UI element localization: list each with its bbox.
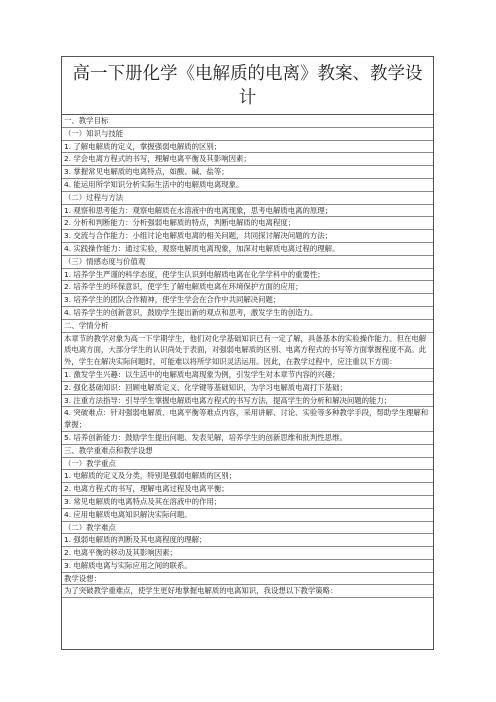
section-heading: 一、教学目标 <box>62 115 433 128</box>
list-item: 3. 培养学生的团队合作精神，使学生学会在合作中共同解决问题； <box>62 294 433 307</box>
list-item: 4. 实践操作能力：通过实验，观察电解质电离现象，加深对电解质电离过程的理解。 <box>62 243 433 256</box>
list-item: 2. 电离方程式的书写，理解电离过程及电离平衡； <box>62 483 433 496</box>
subsection-heading: （二）过程与方法 <box>62 192 433 205</box>
list-item: 2. 培养学生的环保意识，使学生了解电解质电离在环境保护方面的应用； <box>62 281 433 294</box>
list-item: 4. 应用电解质电离知识解决实际问题。 <box>62 509 433 522</box>
section-heading: 二、学情分析 <box>62 320 433 333</box>
list-item: 3. 交流与合作能力：小组讨论电解质电离的相关问题，共同探讨解决问题的方法； <box>62 230 433 243</box>
list-item: 1. 电解质的定义及分类，特别是强弱电解质的区别； <box>62 470 433 483</box>
list-item: 5. 培养创新能力：鼓励学生提出问题、发表见解，培养学生的创新思维和批判性思维。 <box>62 432 433 445</box>
list-item: 1. 培养学生严谨的科学态度，使学生认识到电解质电离在化学学科中的重要性； <box>62 269 433 282</box>
list-item: 3. 电解质电离与实际应用之间的联系。 <box>62 560 433 573</box>
section-heading: 三、教学重难点和教学设想 <box>62 445 433 458</box>
list-item: 4. 突破难点：针对强弱电解质、电离平衡等难点内容，采用讲解、讨论、实验等多种教学手段，帮助学生理解和掌握； <box>62 407 433 432</box>
subsection-heading: （二）教学难点 <box>62 522 433 535</box>
paragraph-label: 教学设想： <box>62 573 433 586</box>
document-title: 高一下册化学《电解质的电离》教案、教学设计 <box>62 57 433 115</box>
list-item: 1. 激发学生兴趣：以生活中的电解质电离现象为例，引发学生对本章节内容的兴趣； <box>62 369 433 382</box>
empty-row <box>62 598 433 604</box>
list-item: 4. 培养学生的创新意识，鼓励学生提出新的观点和思考，激发学生的创造力。 <box>62 307 433 320</box>
list-item: 2. 强化基础知识：回顾电解质定义、化学键等基础知识，为学习电解质电离打下基础； <box>62 382 433 395</box>
subsection-heading: （一）教学重点 <box>62 458 433 471</box>
subsection-heading: （一）知识与技能 <box>62 128 433 141</box>
list-item: 3. 掌握常见电解质的电离特点，如酸、碱、盐等； <box>62 166 433 179</box>
document-table <box>61 56 434 650</box>
list-item: 2. 学会电离方程式的书写，理解电离平衡及其影响因素； <box>62 153 433 166</box>
content-body <box>62 115 433 604</box>
paragraph: 本章节的教学对象为高一下学期学生，他们对化学基础知识已有一定了解，具备基本的实验操作能力。但在电解质电离方面，大部分学生的认识尚处于表面，对强弱电解质的区别、电离方程式的书写等方面掌握程度不高。此外，学生在解决实际问题时，可能难以将所学知识灵活运用。因此，在教学过程中，应注重以下方面： <box>62 333 433 369</box>
list-item: 2. 分析和判断能力：分析强弱电解质的特点，判断电解质的电离程度； <box>62 217 433 230</box>
list-item: 1. 了解电解质的定义，掌握强弱电解质的区别； <box>62 141 433 154</box>
list-item: 1. 观察和思考能力：观察电解质在水溶液中的电离现象，思考电解质电离的原理； <box>62 205 433 218</box>
list-item: 2. 电离平衡的移动及其影响因素； <box>62 547 433 560</box>
subsection-heading: （三）情感态度与价值观 <box>62 256 433 269</box>
list-item: 1. 强弱电解质的判断及其电离程度的理解； <box>62 534 433 547</box>
list-item: 3. 注重方法指导：引导学生掌握电解质电离方程式的书写方法，提高学生的分析和解决问题的能力； <box>62 395 433 408</box>
paragraph: 为了突破教学重难点，使学生更好地掌握电解质的电离知识，我设想以下教学策略： <box>62 585 433 598</box>
list-item: 3. 常见电解质的电离特点及其在溶液中的作用； <box>62 496 433 509</box>
list-item: 4. 能运用所学知识分析实际生活中的电解质电离现象。 <box>62 179 433 192</box>
